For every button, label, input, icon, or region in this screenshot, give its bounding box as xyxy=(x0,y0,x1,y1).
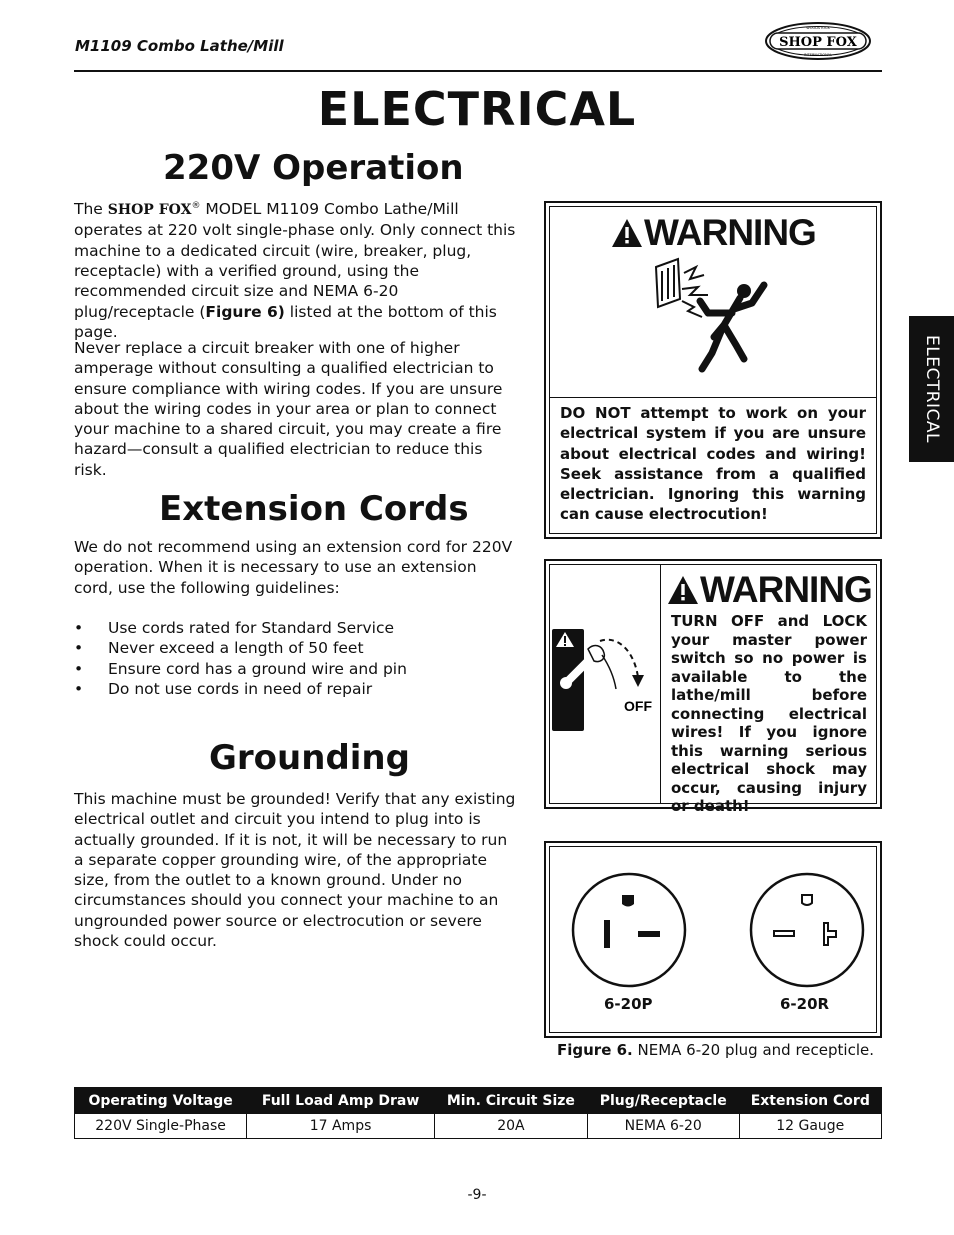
document-title: M1109 Combo Lathe/Mill xyxy=(75,37,284,55)
page-number: -9- xyxy=(467,1187,487,1203)
warning-box-lockout xyxy=(544,559,882,815)
list-item: • Ensure cord has a ground wire and pin xyxy=(74,659,514,679)
column-header: Plug/Receptacle xyxy=(587,1088,739,1114)
table-cell: 17 Amps xyxy=(247,1114,435,1139)
column-header: Operating Voltage xyxy=(75,1088,247,1114)
brand-name: SHOP FOX xyxy=(107,202,192,219)
warning-box-electrical xyxy=(544,201,882,539)
list-item: • Do not use cords in need of repair xyxy=(74,679,514,699)
operation-heading: 220V Operation xyxy=(163,148,464,188)
side-tab-label: ELECTRICAL xyxy=(921,334,942,444)
electrical-spec-table xyxy=(74,1087,882,1139)
warning-triangle-icon xyxy=(666,574,700,606)
list-item: • Never exceed a length of 50 feet xyxy=(74,638,514,658)
warning-label: WARNING xyxy=(644,212,816,253)
extension-guidelines-list xyxy=(74,618,514,699)
table-cell: 12 Gauge xyxy=(739,1114,881,1139)
shop-fox-logo xyxy=(764,21,872,61)
logo-text: SHOP FOX xyxy=(779,35,857,50)
figure-reference: Figure 6) xyxy=(205,302,285,321)
warning-text-lockout: TURN OFF and LOCK your master power switch so no power is available to the lathe/mill before connecting electrical wires! If you ignore this warning serious electrical shock may occur, causing injury or death! xyxy=(671,612,867,815)
column-header: Min. Circuit Size xyxy=(434,1088,587,1114)
warning-header xyxy=(610,211,816,255)
plug-6-20p-diagram xyxy=(570,871,688,989)
warning-label: WARNING xyxy=(700,569,872,610)
table-cell: NEMA 6-20 xyxy=(587,1114,739,1139)
off-label: OFF xyxy=(624,698,652,714)
logo-ring-bottom: INTERNATIONAL xyxy=(803,53,833,57)
grounding-paragraph: This machine must be grounded! Verify that any existing electrical outlet and circuit you intend to plug into is actually grounded. If it is not, it will be necessary to run a separate copper grounding wire, of the appropriate size, from the outlet to a known ground. Under no circumstances should you connect your machine to an ungrounded power source or electrocution or severe shock could occur. xyxy=(74,790,516,951)
warning-triangle-icon xyxy=(610,217,644,249)
grounding-heading: Grounding xyxy=(209,738,410,778)
operation-paragraph-2: Never replace a circuit breaker with one of higher amperage without consulting a qualified electrician to ensure compliance with wiring codes. If you are unsure about the wiring codes in your area or plan to connect your machine to a shared circuit, you may create a fire hazard—consult a qualified electrician to reduce this risk. xyxy=(74,339,503,479)
warning-text-electrical: DO NOT attempt to work on your electrical system if you are unsure about electrical codes and wiring! Seek assistance from a qualified electrician. Ignoring this warning can cause electrocution! xyxy=(560,404,866,524)
section-side-tab[interactable] xyxy=(909,316,954,462)
extension-paragraph: We do not recommend using an extension cord for 220V operation. When it is necessary to use an extension cord, use the following guidelines: xyxy=(74,538,513,597)
list-item: • Use cords rated for Standard Service xyxy=(74,618,514,638)
column-header: Extension Cord xyxy=(739,1088,881,1114)
table-cell: 220V Single-Phase xyxy=(75,1114,247,1139)
warning-header xyxy=(666,568,872,612)
plug-label: 6-20P xyxy=(604,995,653,1013)
table-row xyxy=(75,1114,882,1139)
extension-heading: Extension Cords xyxy=(159,489,469,529)
power-switch-icon xyxy=(550,627,658,735)
logo-ring-top: WOODSTOCK xyxy=(806,26,830,30)
electrocution-icon xyxy=(652,255,782,373)
header-rule xyxy=(74,70,882,72)
receptacle-label: 6-20R xyxy=(780,995,830,1013)
table-cell: 20A xyxy=(434,1114,587,1139)
operation-paragraph-1: The SHOP FOX® MODEL M1109 Combo Lathe/Mill operates at 220 volt single-phase only. Only connect this machine to a dedicated circuit (wire, breaker, plug, receptacle) with a verified ground, using the recommended circuit size and NEMA 6-20 plug/receptacle (Figure 6) listed at the bottom of this page. xyxy=(74,200,516,341)
receptacle-6-20r-diagram xyxy=(748,871,866,989)
table-header-row xyxy=(75,1088,882,1114)
page-title: ELECTRICAL xyxy=(317,82,637,136)
column-header: Full Load Amp Draw xyxy=(247,1088,435,1114)
figure-plug-receptacle xyxy=(544,841,882,1038)
figure-caption: Figure 6. NEMA 6-20 plug and recepticle. xyxy=(557,1041,874,1059)
